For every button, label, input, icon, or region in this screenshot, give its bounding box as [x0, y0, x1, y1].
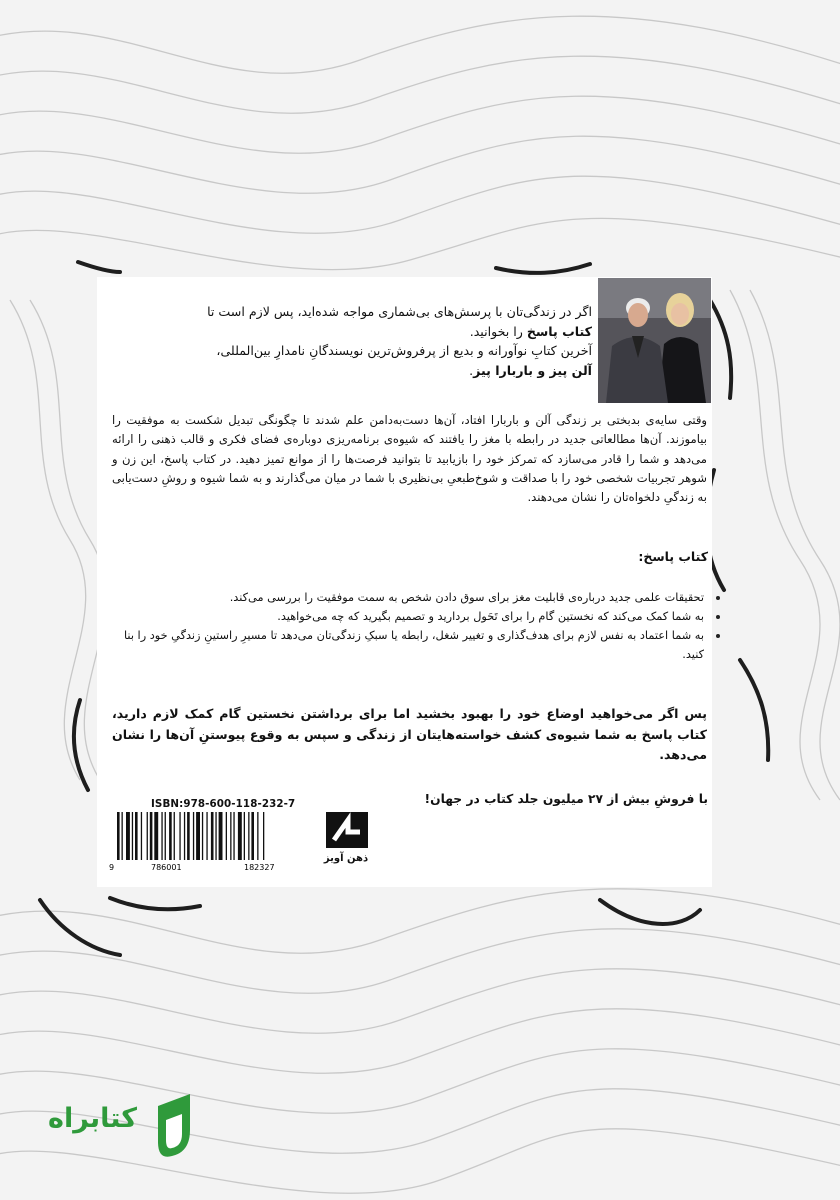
- list-item: تحقیقات علمی جدید درباره‌ی قابلیت مغز برای سوق دادن شخص به سمت موفقیت را بررسی می‌کند.: [112, 588, 708, 607]
- barcode-digit-first: 9: [109, 863, 115, 872]
- intro-authors: آلن پیز و باربارا پیز: [473, 362, 592, 378]
- intro-authors-end: .: [469, 362, 474, 378]
- intro-book-title: کتاب پاسخ: [526, 323, 592, 339]
- isbn-label: ISBN:978-600-118-232-7: [151, 798, 296, 810]
- description-paragraph: وقتی سایه‌ی بدبختی بر زندگی آلن و باربارا افتاد، آن‌ها دست‌به‌دامن علم شدند تا چگونگی تبدیل شکست به موفقیت را بیاموزند. آن‌ها مطالعاتی جدید در رابطه با مغز را یافتند که شیوه‌ی برنامه‌ریزی دوباره‌ی فضای فکری و قالب ذهنی را ارائه می‌دهد و شما را قادر می‌سازد که تمرکز خود را بازیابید تا بتوانید فرصت‌ها را از موانع تمیز دهید. در کتاب پاسخ، این زن و شوهر تجربیات شخصی خود را با صداقت و شوخ‌طبعیِ بی‌نظیری با شما در میان می‌گذارند و به شما شیوه و روشِ دست‌یابی به زندگیِ دلخواه‌تان را نشان می‌دهند.: [112, 413, 707, 505]
- publisher-name: ذهن آویز: [323, 853, 369, 864]
- barcode: [109, 812, 314, 874]
- barcode-digits-left: 786001: [151, 863, 182, 872]
- list-heading: کتاب پاسخ:: [638, 549, 708, 564]
- intro-paragraph: [112, 302, 592, 380]
- ketabrah-wordmark: کتابراه: [48, 1103, 137, 1134]
- feature-list: [112, 588, 722, 664]
- intro-line2: را بخوانید.: [469, 323, 527, 339]
- intro-line3: آخرین کتابِ نوآورانه و بدیع از پرفروش‌ترین نویسندگانِ نامدارِ بین‌المللی،: [216, 343, 592, 358]
- authors-photo: [598, 278, 711, 403]
- list-item: به شما کمک می‌کند که نخستین گام را برای تَحَول بردارید و تصمیم بگیرید که چه می‌خواهید.: [112, 607, 708, 626]
- list-item: به شما اعتماد به نفس لازم برای هدف‌گذاری و تغییر شغل، رابطه یا سبکِ زندگی‌تان می‌دهد تا مسیرِ راستینِ زندگیِ خود را بنا کنید.: [112, 626, 708, 664]
- intro-line1: اگر در زندگی‌تان با پرسش‌های بی‌شماری مواجه شده‌اید، پس لازم است تا: [207, 304, 592, 319]
- sales-tagline: با فروشِ بیش از ۲۷ میلیون جلد کتاب در جهان!: [424, 792, 708, 806]
- barcode-digits-right: 182327: [244, 863, 275, 872]
- closing-paragraph: پس اگر می‌خواهید اوضاع خود را بهبود بخشید اما برای برداشتن نخستین گام کمک لازم دارید، کتاب پاسخ به شما شیوه‌ی کشف خواسته‌هایتان از زندگی و سپس به وقوع پیوستنِ آن‌ها را نشان می‌دهد.: [112, 706, 707, 762]
